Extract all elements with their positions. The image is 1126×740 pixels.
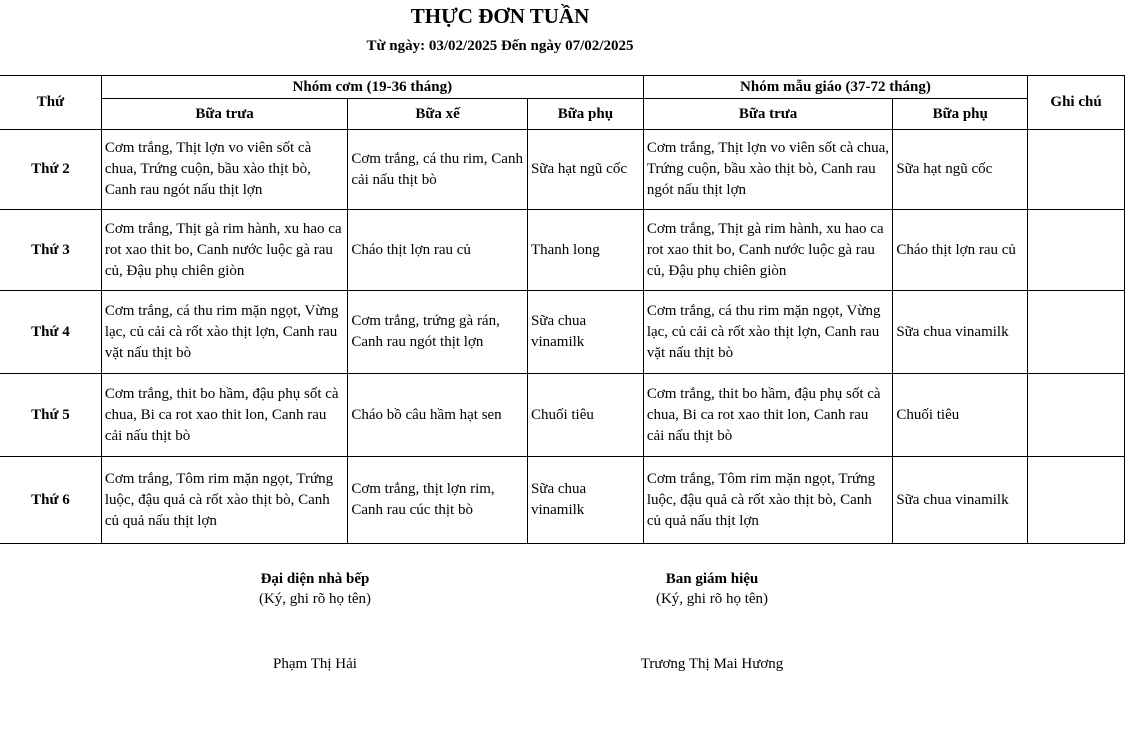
- header-note: Ghi chú: [1028, 76, 1125, 130]
- g1-afternoon-cell: Cơm trắng, cá thu rim, Canh cải nấu thịt bò: [348, 130, 528, 210]
- g2-snack-cell: Cháo thịt lợn rau củ: [893, 210, 1028, 291]
- g1-lunch-cell: Cơm trắng, Tôm rim mặn ngọt, Trứng luộc, đậu quả cà rốt xào thịt bò, Canh củ quả nấu thịt lợn: [101, 457, 347, 544]
- day-cell: Thứ 6: [0, 457, 101, 544]
- g1-snack-cell: Thanh long: [527, 210, 643, 291]
- header-day: Thứ: [0, 76, 101, 130]
- board-signer-name: Trương Thị Mai Hương: [640, 656, 784, 672]
- g2-lunch-cell: Cơm trắng, thit bo hầm, đậu phụ sốt cà chua, Bi ca rot xao thit lon, Canh rau cải nấu thịt bò: [643, 374, 892, 457]
- header-g1-afternoon: Bữa xế: [348, 99, 528, 130]
- g1-snack-cell: Sữa hạt ngũ cốc: [527, 130, 643, 210]
- g2-snack-cell: Sữa chua vinamilk: [893, 457, 1028, 544]
- header-g2-snack: Bữa phụ: [893, 99, 1028, 130]
- g1-lunch-cell: Cơm trắng, Thịt gà rim hành, xu hao ca rot xao thit bo, Canh nước luộc gà rau củ, Đậu phụ chiên giòn: [101, 210, 347, 291]
- day-cell: Thứ 3: [0, 210, 101, 291]
- weekly-menu-table: [0, 75, 1125, 544]
- board-signature-block: [582, 571, 842, 673]
- table-row: [0, 374, 1125, 457]
- board-sign-hint: (Ký, ghi rõ họ tên): [655, 591, 769, 607]
- g1-afternoon-cell: Cháo bồ câu hầm hạt sen: [348, 374, 528, 457]
- g1-afternoon-cell: Cơm trắng, thịt lợn rim, Canh rau cúc thịt bò: [348, 457, 528, 544]
- header-g1-snack: Bữa phụ: [527, 99, 643, 130]
- g2-lunch-cell: Cơm trắng, Thịt gà rim hành, xu hao ca rot xao thit bo, Canh nước luộc gà rau củ, Đậu phụ chiên giòn: [643, 210, 892, 291]
- note-cell: [1028, 374, 1125, 457]
- g1-lunch-cell: Cơm trắng, thit bo hầm, đậu phụ sốt cà chua, Bi ca rot xao thit lon, Canh rau cải nấu thịt bò: [101, 374, 347, 457]
- g2-snack-cell: Sữa hạt ngũ cốc: [893, 130, 1028, 210]
- g1-lunch-cell: Cơm trắng, cá thu rim mặn ngọt, Vừng lạc, củ cải cà rốt xào thịt lợn, Canh rau vặt nấu thịt bò: [101, 291, 347, 374]
- kitchen-signer-name: Phạm Thị Hải: [273, 656, 357, 672]
- header-g2-lunch: Bữa trưa: [643, 99, 892, 130]
- note-cell: [1028, 130, 1125, 210]
- g1-snack-cell: Sữa chua vinamilk: [527, 291, 643, 374]
- header-group-kindergarten: Nhóm mẫu giáo (37-72 tháng): [643, 76, 1027, 99]
- table-row: [0, 130, 1125, 210]
- page-title: THỰC ĐƠN TUẦN: [410, 4, 590, 28]
- g1-snack-cell: Chuối tiêu: [527, 374, 643, 457]
- g2-lunch-cell: Cơm trắng, Tôm rim mặn ngọt, Trứng luộc, đậu quả cà rốt xào thịt bò, Canh củ quả nấu thịt lợn: [643, 457, 892, 544]
- kitchen-role: Đại diện nhà bếp: [260, 571, 370, 587]
- g1-afternoon-cell: Cơm trắng, trứng gà rán, Canh rau ngót thịt lợn: [348, 291, 528, 374]
- g2-lunch-cell: Cơm trắng, Thịt lợn vo viên sốt cà chua, Trứng cuộn, bầu xào thịt bò, Canh rau ngót nấu thịt lợn: [643, 130, 892, 210]
- header-group-nursery: Nhóm cơm (19-36 tháng): [101, 76, 643, 99]
- table-row: [0, 457, 1125, 544]
- day-cell: Thứ 2: [0, 130, 101, 210]
- g2-snack-cell: Sữa chua vinamilk: [893, 291, 1028, 374]
- g1-afternoon-cell: Cháo thịt lợn rau củ: [348, 210, 528, 291]
- table-row: [0, 210, 1125, 291]
- kitchen-sign-hint: (Ký, ghi rõ họ tên): [258, 591, 372, 607]
- g1-snack-cell: Sữa chua vinamilk: [527, 457, 643, 544]
- g2-lunch-cell: Cơm trắng, cá thu rim mặn ngọt, Vừng lạc, củ cải cà rốt xào thịt lợn, Canh rau vặt nấu thịt bò: [643, 291, 892, 374]
- kitchen-signature-block: [185, 571, 445, 673]
- board-role: Ban giám hiệu: [665, 571, 759, 587]
- note-cell: [1028, 291, 1125, 374]
- table-row: [0, 291, 1125, 374]
- date-range: Từ ngày: 03/02/2025 Đến ngày 07/02/2025: [366, 38, 634, 54]
- header-g1-lunch: Bữa trưa: [101, 99, 347, 130]
- note-cell: [1028, 457, 1125, 544]
- g2-snack-cell: Chuối tiêu: [893, 374, 1028, 457]
- day-cell: Thứ 5: [0, 374, 101, 457]
- note-cell: [1028, 210, 1125, 291]
- g1-lunch-cell: Cơm trắng, Thịt lợn vo viên sốt cà chua, Trứng cuộn, bầu xào thịt bò, Canh rau ngót nấu thịt lợn: [101, 130, 347, 210]
- day-cell: Thứ 4: [0, 291, 101, 374]
